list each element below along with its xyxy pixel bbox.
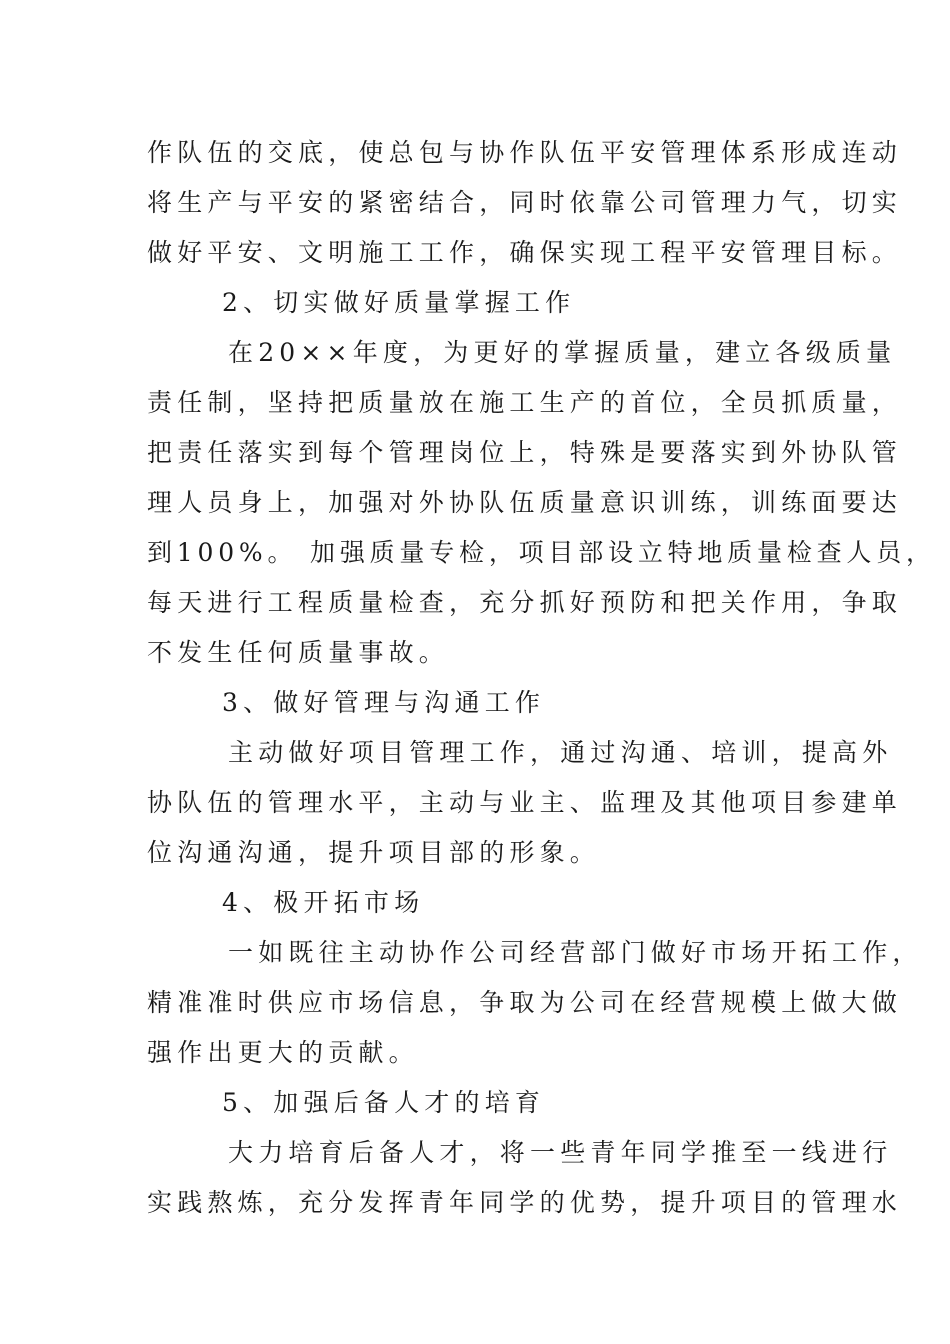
body-text-line: 不发生任何质量事故。	[147, 638, 450, 667]
body-text-line: 在20××年度，为更好的掌握质量，建立各级质量	[228, 338, 897, 367]
body-text-line: 协队伍的管理水平，主动与业主、监理及其他项目参建单	[147, 788, 903, 817]
body-text-line: 责任制，坚持把质量放在施工生产的首位，全员抓质量，	[147, 388, 903, 417]
body-text-line: 位沟通沟通，提升项目部的形象。	[147, 838, 601, 867]
body-text-line: 大力培育后备人才，将一些青年同学推至一线进行	[228, 1138, 893, 1167]
body-text-line: 到100%。 加强质量专检，项目部设立特地质量检查人员，	[147, 538, 936, 567]
body-text-line: 将生产与平安的紧密结合，同时依靠公司管理力气，切实	[147, 188, 903, 217]
body-text-line: 每天进行工程质量检查，充分抓好预防和把关作用，争取	[147, 588, 903, 617]
section-heading-2: 2、切实做好质量掌握工作	[222, 288, 576, 317]
body-text-line: 作队伍的交底，使总包与协作队伍平安管理体系形成连动	[147, 138, 903, 167]
body-text-line: 理人员身上，加强对外协队伍质量意识训练，训练面要达	[147, 488, 903, 517]
body-text-line: 把责任落实到每个管理岗位上，特殊是要落实到外协队管	[147, 438, 903, 467]
section-heading-4: 4、极开拓市场	[222, 888, 425, 917]
body-text-line: 精准准时供应市场信息，争取为公司在经营规模上做大做	[147, 988, 903, 1017]
section-heading-5: 5、加强后备人才的培育	[222, 1088, 546, 1117]
body-text-line: 主动做好项目管理工作，通过沟通、培训，提高外	[228, 738, 893, 767]
body-text-line: 强作出更大的贡献。	[147, 1038, 419, 1067]
body-text-line: 一如既往主动协作公司经营部门做好市场开拓工作，	[228, 938, 923, 967]
body-text-line: 实践熬炼，充分发挥青年同学的优势，提升项目的管理水	[147, 1188, 903, 1217]
body-text-line: 做好平安、文明施工工作，确保实现工程平安管理目标。	[147, 238, 903, 267]
section-heading-3: 3、做好管理与沟通工作	[222, 688, 546, 717]
